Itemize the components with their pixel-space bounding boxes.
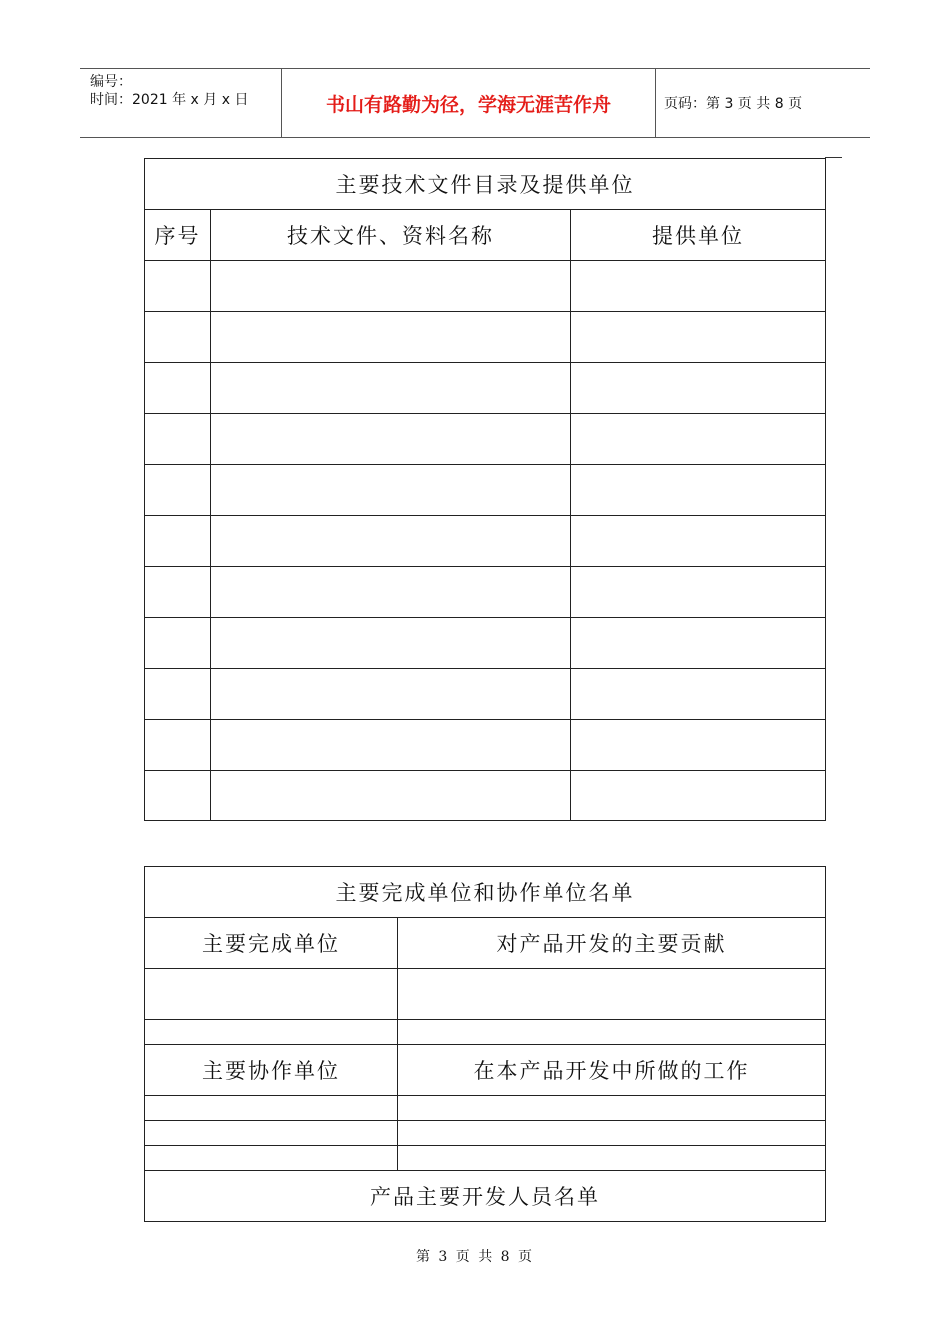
table-row <box>145 1020 826 1045</box>
provider-cell[interactable] <box>571 465 826 516</box>
main-unit-cell[interactable] <box>145 1020 398 1045</box>
table-row <box>145 969 826 1020</box>
provider-cell[interactable] <box>571 567 826 618</box>
seq-cell[interactable] <box>145 720 211 771</box>
provider-cell[interactable] <box>571 516 826 567</box>
main-unit-cell[interactable] <box>145 969 398 1020</box>
doc-name-cell[interactable] <box>211 771 571 821</box>
tech-table-title: 主要技术文件目录及提供单位 <box>145 159 826 210</box>
table-row <box>145 414 826 465</box>
table-row <box>145 1121 826 1146</box>
seq-cell[interactable] <box>145 567 211 618</box>
coop-unit-header: 主要协作单位 <box>145 1045 398 1096</box>
doc-name-cell[interactable] <box>211 720 571 771</box>
coop-unit-cell[interactable] <box>145 1121 398 1146</box>
seq-cell[interactable] <box>145 363 211 414</box>
seq-cell[interactable] <box>145 465 211 516</box>
provider-cell[interactable] <box>571 261 826 312</box>
provider-cell[interactable] <box>571 720 826 771</box>
seq-cell[interactable] <box>145 312 211 363</box>
seq-cell[interactable] <box>145 618 211 669</box>
code-label: 编号： <box>90 74 132 90</box>
table-row <box>145 465 826 516</box>
doc-name-cell[interactable] <box>211 618 571 669</box>
main-contribution-header: 对产品开发的主要贡献 <box>398 918 826 969</box>
header-motto: 书山有路勤为径，学海无涯苦作舟 <box>325 93 611 116</box>
main-contribution-cell[interactable] <box>398 969 826 1020</box>
tech-docs-table <box>144 158 826 821</box>
table-row <box>145 1146 826 1171</box>
provider-cell[interactable] <box>571 618 826 669</box>
doc-name-cell[interactable] <box>211 516 571 567</box>
header-divider <box>655 69 656 137</box>
coop-work-cell[interactable] <box>398 1096 826 1121</box>
corner-mark <box>825 157 842 158</box>
doc-name-cell[interactable] <box>211 261 571 312</box>
provider-cell[interactable] <box>571 771 826 821</box>
table-row <box>145 261 826 312</box>
provider-cell[interactable] <box>571 669 826 720</box>
coop-unit-cell[interactable] <box>145 1146 398 1171</box>
coop-work-header: 在本产品开发中所做的工作 <box>398 1045 826 1096</box>
table-row <box>145 618 826 669</box>
seq-cell[interactable] <box>145 771 211 821</box>
table-row <box>145 669 826 720</box>
seq-header: 序号 <box>145 210 211 261</box>
main-contribution-cell[interactable] <box>398 1020 826 1045</box>
provider-header: 提供单位 <box>571 210 826 261</box>
main-unit-header: 主要完成单位 <box>145 918 398 969</box>
seq-cell[interactable] <box>145 261 211 312</box>
doc-name-cell[interactable] <box>211 363 571 414</box>
doc-name-header: 技术文件、资料名称 <box>211 210 571 261</box>
units-table <box>144 866 826 1222</box>
provider-cell[interactable] <box>571 312 826 363</box>
doc-name-cell[interactable] <box>211 465 571 516</box>
header-page-info: 页码：第 3 页 共 8 页 <box>664 96 803 112</box>
doc-name-cell[interactable] <box>211 669 571 720</box>
table-row <box>145 363 826 414</box>
provider-cell[interactable] <box>571 363 826 414</box>
table-row <box>145 720 826 771</box>
table-row <box>145 771 826 821</box>
seq-cell[interactable] <box>145 669 211 720</box>
page-footer: 第 3 页 共 8 页 <box>415 1249 535 1265</box>
personnel-title: 产品主要开发人员名单 <box>145 1171 826 1222</box>
coop-work-cell[interactable] <box>398 1146 826 1171</box>
table-row <box>145 1096 826 1121</box>
units-table-title: 主要完成单位和协作单位名单 <box>145 867 826 918</box>
doc-name-cell[interactable] <box>211 414 571 465</box>
table-row <box>145 312 826 363</box>
coop-work-cell[interactable] <box>398 1121 826 1146</box>
provider-cell[interactable] <box>571 414 826 465</box>
page-header <box>80 68 870 138</box>
table-row <box>145 516 826 567</box>
seq-cell[interactable] <box>145 516 211 567</box>
seq-cell[interactable] <box>145 414 211 465</box>
doc-name-cell[interactable] <box>211 567 571 618</box>
doc-name-cell[interactable] <box>211 312 571 363</box>
date-text: 时间：2021 年 x 月 x 日 <box>90 92 249 108</box>
table-row <box>145 567 826 618</box>
coop-unit-cell[interactable] <box>145 1096 398 1121</box>
header-meta <box>90 73 248 109</box>
